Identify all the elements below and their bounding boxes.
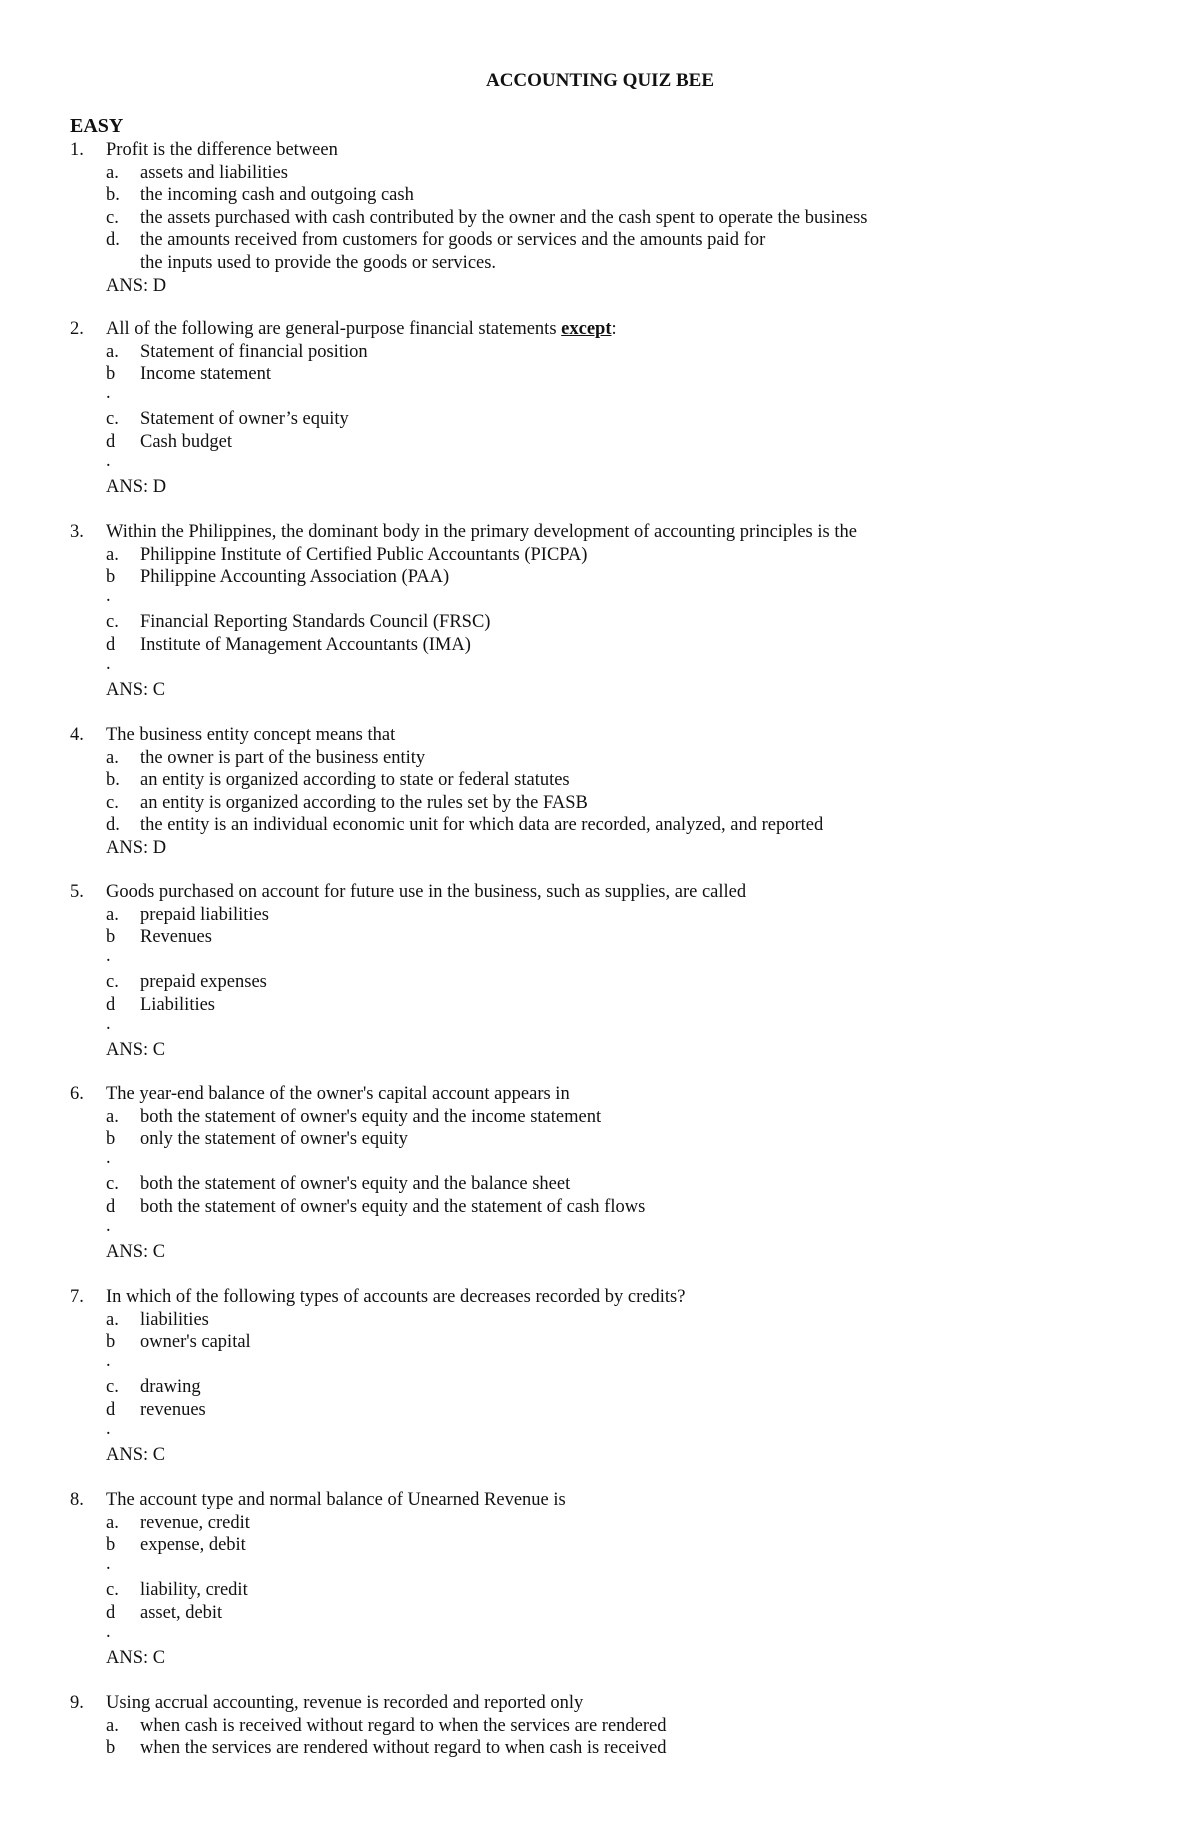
- section-heading: EASY: [70, 115, 124, 137]
- option-text: only the statement of owner's equity: [140, 1129, 408, 1150]
- option-letter: c.: [106, 612, 119, 633]
- question-text: The year-end balance of the owner's capital account appears in: [106, 1084, 570, 1104]
- question-text: [106, 318, 617, 341]
- option-d: [70, 1196, 1130, 1219]
- option-d: [70, 994, 1130, 1017]
- option-b: [70, 566, 1130, 589]
- question-number: 4.: [70, 725, 84, 745]
- option-d: [70, 1399, 1130, 1422]
- question-number: 5.: [70, 882, 84, 902]
- option-text: Statement of financial position: [140, 341, 368, 362]
- option-text: the amounts received from customers for goods or services and the amounts paid for: [140, 230, 766, 251]
- option-a: [70, 1715, 1130, 1738]
- option-text: owner's capital: [140, 1332, 251, 1353]
- question-text: Within the Philippines, the dominant body in the primary development of accounting principles is the: [106, 522, 857, 542]
- stray-period: .: [106, 653, 111, 674]
- option-letter: c.: [106, 1580, 119, 1601]
- option-letter: b: [106, 1738, 116, 1759]
- stray-period: .: [106, 945, 111, 966]
- option-letter: b: [106, 1332, 116, 1353]
- question-text-start: All of the following are general-purpose financial statements: [106, 319, 562, 339]
- answer-key: ANS: C: [106, 1648, 166, 1669]
- question-2: [70, 318, 1130, 499]
- option-b: [70, 1331, 1130, 1354]
- option-b: [70, 769, 1130, 792]
- option-text: Revenues: [140, 927, 212, 948]
- option-d: [70, 634, 1130, 657]
- option-letter: d: [106, 994, 116, 1015]
- option-letter: c.: [106, 207, 119, 228]
- question-number: 2.: [70, 319, 84, 339]
- option-text: both the statement of owner's equity and the statement of cash flows: [140, 1196, 646, 1217]
- stray-period: .: [106, 1553, 111, 1574]
- question-8: [70, 1489, 1130, 1670]
- answer-key: ANS: C: [106, 1445, 166, 1466]
- option-letter: b: [106, 567, 116, 588]
- option-text: liabilities: [140, 1309, 209, 1330]
- option-text: revenue, credit: [140, 1512, 250, 1533]
- answer-key: ANS: D: [106, 275, 167, 296]
- option-letter: d: [106, 1196, 116, 1217]
- option-continuation: the inputs used to provide the goods or services.: [140, 252, 497, 273]
- option-letter: a.: [106, 747, 119, 768]
- option-text: Statement of owner’s equity: [140, 409, 349, 430]
- question-text: Using accrual accounting, revenue is recorded and reported only: [106, 1693, 584, 1713]
- option-c: [70, 408, 1130, 431]
- stray-period: .: [106, 585, 111, 606]
- option-text: asset, debit: [140, 1602, 223, 1623]
- option-letter: a.: [106, 1715, 119, 1736]
- option-text: Financial Reporting Standards Council (FRSC): [140, 612, 491, 633]
- option-letter: a.: [106, 341, 119, 362]
- question-text: The account type and normal balance of Unearned Revenue is: [106, 1490, 566, 1510]
- page-title: ACCOUNTING QUIZ BEE: [485, 70, 715, 91]
- option-b: [70, 184, 1130, 207]
- question-1: [70, 139, 1130, 297]
- stray-period: .: [106, 1215, 111, 1236]
- option-letter: d.: [106, 230, 120, 251]
- stray-period: .: [106, 1013, 111, 1034]
- option-text: assets and liabilities: [140, 162, 288, 183]
- stray-period: .: [106, 1350, 111, 1371]
- option-text: the owner is part of the business entity: [140, 747, 426, 768]
- answer-key: ANS: D: [106, 477, 167, 498]
- stray-period: .: [106, 1418, 111, 1439]
- option-c: [70, 1173, 1130, 1196]
- question-text: Goods purchased on account for future use in the business, such as supplies, are called: [106, 882, 747, 902]
- option-letter: d: [106, 634, 116, 655]
- stray-period: .: [106, 382, 111, 403]
- option-text: Philippine Institute of Certified Public Accountants (PICPA): [140, 544, 588, 565]
- option-text: when the services are rendered without regard to when cash is received: [140, 1738, 667, 1759]
- option-b: [70, 1737, 1130, 1760]
- question-6: [70, 1083, 1130, 1264]
- option-text: the assets purchased with cash contributed by the owner and the cash spent to operate the business: [140, 207, 868, 228]
- option-text: Institute of Management Accountants (IMA): [140, 634, 471, 655]
- option-b: [70, 363, 1130, 386]
- option-c: [70, 1579, 1130, 1602]
- option-c: [70, 971, 1130, 994]
- question-3: [70, 521, 1130, 702]
- option-letter: a.: [106, 1309, 119, 1330]
- option-c: [70, 207, 1130, 230]
- option-a: [70, 747, 1130, 770]
- option-letter: b.: [106, 185, 120, 206]
- option-text: both the statement of owner's equity and the balance sheet: [140, 1174, 571, 1195]
- option-letter: a.: [106, 1512, 119, 1533]
- option-text: when cash is received without regard to when the services are rendered: [140, 1715, 667, 1736]
- option-text: drawing: [140, 1377, 201, 1398]
- answer-key: ANS: C: [106, 1242, 166, 1263]
- question-number: 1.: [70, 140, 84, 160]
- option-letter: b: [106, 1129, 116, 1150]
- option-text: liability, credit: [140, 1580, 248, 1601]
- stray-period: .: [106, 450, 111, 471]
- option-a: [70, 1106, 1130, 1129]
- option-b: [70, 1128, 1130, 1151]
- option-c: [70, 1376, 1130, 1399]
- option-letter: b: [106, 927, 116, 948]
- option-letter: a.: [106, 1106, 119, 1127]
- option-d: [70, 229, 1130, 252]
- option-letter: b: [106, 364, 116, 385]
- option-text: an entity is organized according to state or federal statutes: [140, 770, 570, 791]
- option-a: [70, 544, 1130, 567]
- option-text: the entity is an individual economic unit for which data are recorded, analyzed, and reported: [140, 815, 824, 836]
- option-text: Income statement: [140, 364, 271, 385]
- question-number: 8.: [70, 1490, 84, 1510]
- option-letter: b.: [106, 770, 120, 791]
- answer-key: ANS: C: [106, 1040, 166, 1061]
- option-c: [70, 611, 1130, 634]
- option-letter: d: [106, 431, 116, 452]
- option-a: [70, 904, 1130, 927]
- question-text: The business entity concept means that: [106, 725, 396, 745]
- question-7: [70, 1286, 1130, 1467]
- option-letter: a.: [106, 162, 119, 183]
- question-4: [70, 724, 1130, 860]
- question-text: Profit is the difference between: [106, 140, 338, 160]
- option-text: expense, debit: [140, 1535, 246, 1556]
- question-number: 3.: [70, 522, 84, 542]
- option-a: [70, 341, 1130, 364]
- question-number: 6.: [70, 1084, 84, 1104]
- option-text: Philippine Accounting Association (PAA): [140, 567, 450, 588]
- option-text: prepaid liabilities: [140, 904, 269, 925]
- answer-key: ANS: C: [106, 680, 166, 701]
- option-text: the incoming cash and outgoing cash: [140, 185, 414, 206]
- option-letter: b: [106, 1535, 116, 1556]
- option-letter: c.: [106, 1174, 119, 1195]
- option-text: Cash budget: [140, 431, 232, 452]
- option-text: Liabilities: [140, 994, 216, 1015]
- option-letter: d: [106, 1399, 116, 1420]
- option-d: [70, 431, 1130, 454]
- option-text: an entity is organized according to the rules set by the FASB: [140, 792, 588, 813]
- option-letter: c.: [106, 1377, 119, 1398]
- option-letter: a.: [106, 544, 119, 565]
- option-text: both the statement of owner's equity and the income statement: [140, 1106, 602, 1127]
- option-letter: a.: [106, 904, 119, 925]
- question-number: 7.: [70, 1287, 84, 1307]
- stray-period: .: [106, 1147, 111, 1168]
- option-a: [70, 1512, 1130, 1535]
- option-b: [70, 1534, 1130, 1557]
- answer-key: ANS: D: [106, 837, 167, 858]
- stray-period: .: [106, 1621, 111, 1642]
- question-text-end: :: [611, 319, 617, 339]
- option-a: [70, 1309, 1130, 1332]
- option-letter: d.: [106, 815, 120, 836]
- option-d: [70, 1602, 1130, 1625]
- emphasized-word: except: [561, 319, 612, 339]
- option-letter: c.: [106, 972, 119, 993]
- question-5: [70, 881, 1130, 1062]
- option-text: prepaid expenses: [140, 972, 267, 993]
- option-letter: c.: [106, 409, 119, 430]
- option-b: [70, 926, 1130, 949]
- question-text: In which of the following types of accounts are decreases recorded by credits?: [106, 1287, 686, 1307]
- question-9: [70, 1692, 1130, 1760]
- option-text: revenues: [140, 1399, 206, 1420]
- question-number: 9.: [70, 1693, 84, 1713]
- option-c: [70, 792, 1130, 815]
- option-a: [70, 162, 1130, 185]
- option-letter: d: [106, 1602, 116, 1623]
- option-letter: c.: [106, 792, 119, 813]
- option-d: [70, 814, 1130, 837]
